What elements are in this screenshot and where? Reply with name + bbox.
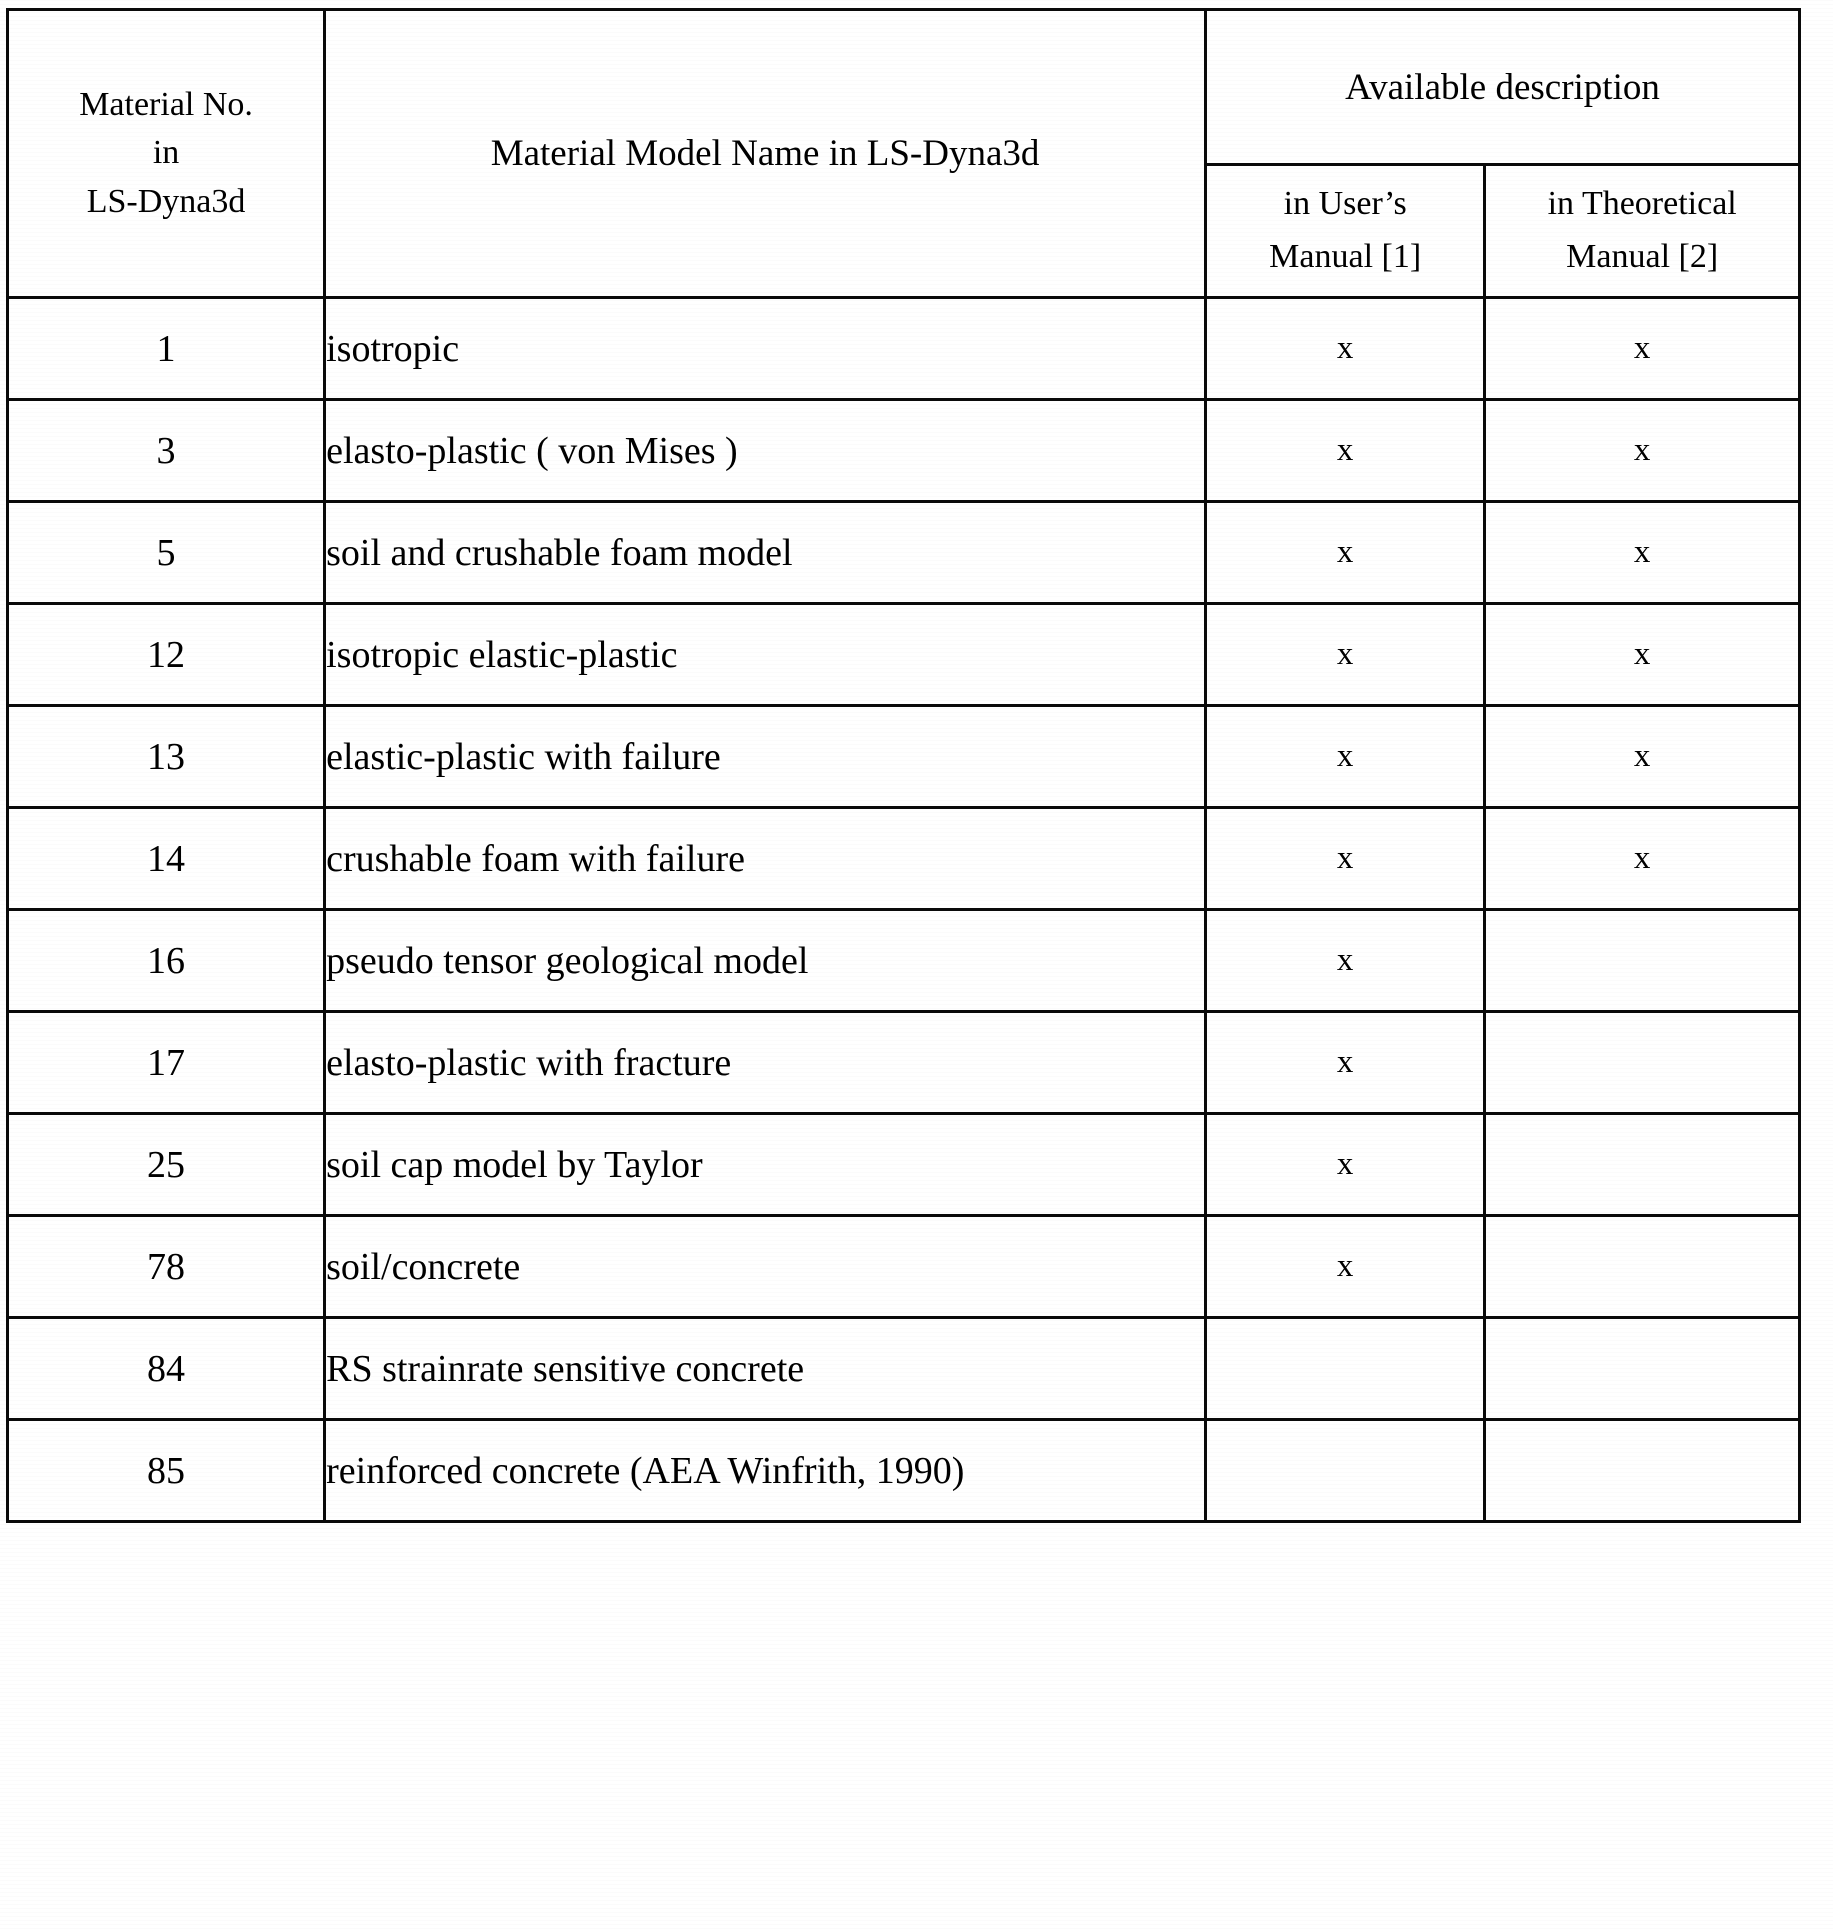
cell-theoretical-manual-mark: x [1485, 502, 1800, 604]
table-row [8, 1216, 1800, 1318]
cell-users-manual-mark: x [1206, 604, 1485, 706]
cell-users-manual-mark: x [1206, 910, 1485, 1012]
cell-users-manual-mark [1206, 1420, 1485, 1522]
cell-material-no: 1 [8, 298, 325, 400]
cell-theoretical-manual-mark: x [1485, 604, 1800, 706]
theoretical-manual-line-1: in Theoretical [1547, 185, 1737, 223]
cell-model-name: isotropic [325, 298, 1206, 400]
material-no-line-3: LS-Dyna3d [86, 182, 246, 220]
table-header [8, 10, 1800, 298]
cell-material-no: 16 [8, 910, 325, 1012]
cell-material-no: 17 [8, 1012, 325, 1114]
table-row [8, 808, 1800, 910]
cell-material-no: 12 [8, 604, 325, 706]
cell-model-name: soil/concrete [325, 1216, 1206, 1318]
material-no-line-1: Material No. [79, 86, 253, 124]
cell-model-name: soil cap model by Taylor [325, 1114, 1206, 1216]
cell-model-name: RS strainrate sensitive concrete [325, 1318, 1206, 1420]
table-header-row-primary [8, 10, 1800, 165]
cell-users-manual-mark: x [1206, 706, 1485, 808]
cell-users-manual-mark: x [1206, 808, 1485, 910]
cell-users-manual-mark: x [1206, 400, 1485, 502]
cell-material-no: 78 [8, 1216, 325, 1318]
cell-theoretical-manual-mark: x [1485, 808, 1800, 910]
cell-material-no: 84 [8, 1318, 325, 1420]
cell-theoretical-manual-mark [1485, 1420, 1800, 1522]
table-row [8, 1114, 1800, 1216]
cell-theoretical-manual-mark: x [1485, 298, 1800, 400]
material-models-table [6, 8, 1801, 1523]
column-header-users-manual [1206, 165, 1485, 298]
cell-material-no: 14 [8, 808, 325, 910]
users-manual-line-2: Manual [1] [1269, 238, 1422, 275]
column-header-theoretical-manual [1485, 165, 1800, 298]
cell-model-name: reinforced concrete (AEA Winfrith, 1990) [325, 1420, 1206, 1522]
material-no-line-2: in [152, 134, 180, 172]
cell-users-manual-mark: x [1206, 502, 1485, 604]
cell-model-name: elastic-plastic with failure [325, 706, 1206, 808]
cell-theoretical-manual-mark [1485, 1216, 1800, 1318]
cell-users-manual-mark: x [1206, 1216, 1485, 1318]
table-row [8, 502, 1800, 604]
table-row [8, 910, 1800, 1012]
cell-model-name: elasto-plastic ( von Mises ) [325, 400, 1206, 502]
cell-users-manual-mark [1206, 1318, 1485, 1420]
table-body [8, 298, 1800, 1522]
cell-model-name: pseudo tensor geological model [325, 910, 1206, 1012]
table-row [8, 400, 1800, 502]
table-row [8, 298, 1800, 400]
cell-users-manual-mark: x [1206, 1012, 1485, 1114]
column-header-available-description: Available description [1206, 10, 1800, 165]
cell-material-no: 25 [8, 1114, 325, 1216]
cell-material-no: 13 [8, 706, 325, 808]
cell-theoretical-manual-mark [1485, 1114, 1800, 1216]
cell-theoretical-manual-mark [1485, 1318, 1800, 1420]
cell-model-name: crushable foam with failure [325, 808, 1206, 910]
cell-theoretical-manual-mark [1485, 910, 1800, 1012]
cell-theoretical-manual-mark [1485, 1012, 1800, 1114]
cell-users-manual-mark: x [1206, 1114, 1485, 1216]
table-row [8, 604, 1800, 706]
cell-model-name: isotropic elastic-plastic [325, 604, 1206, 706]
table-row [8, 706, 1800, 808]
table-row [8, 1318, 1800, 1420]
column-header-material-no [8, 10, 325, 298]
cell-theoretical-manual-mark: x [1485, 400, 1800, 502]
cell-theoretical-manual-mark: x [1485, 706, 1800, 808]
users-manual-line-1: in User’s [1283, 185, 1407, 223]
table-row [8, 1012, 1800, 1114]
cell-users-manual-mark: x [1206, 298, 1485, 400]
cell-material-no: 85 [8, 1420, 325, 1522]
cell-model-name: elasto-plastic with fracture [325, 1012, 1206, 1114]
column-header-model-name: Material Model Name in LS-Dyna3d [325, 10, 1206, 298]
cell-model-name: soil and crushable foam model [325, 502, 1206, 604]
cell-material-no: 3 [8, 400, 325, 502]
cell-material-no: 5 [8, 502, 325, 604]
theoretical-manual-line-2: Manual [2] [1566, 238, 1719, 275]
table-row [8, 1420, 1800, 1522]
